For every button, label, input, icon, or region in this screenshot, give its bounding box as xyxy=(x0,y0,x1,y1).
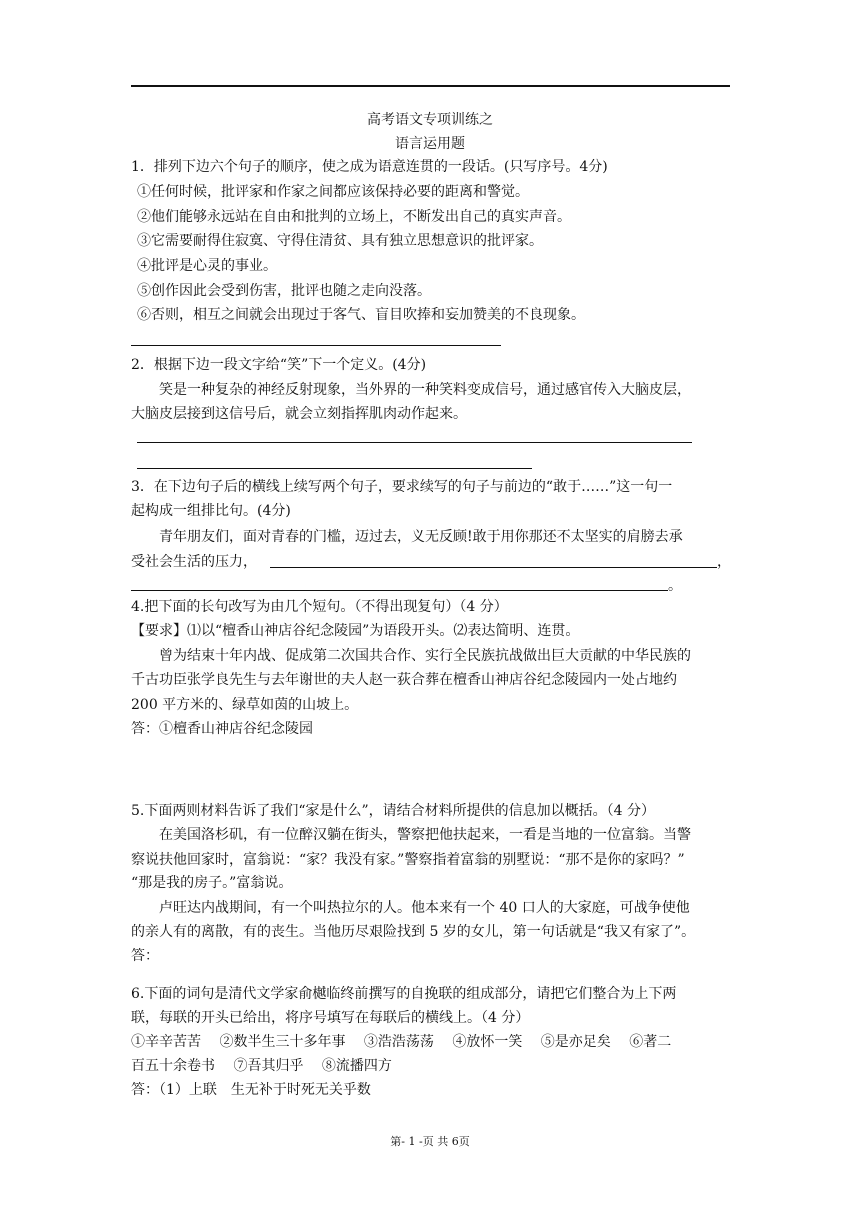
q3-passage-line: 青年朋友们，面对青春的门槛，迈过去，义无反顾!敢于用你那还不太坚实的肩膀去承 xyxy=(159,529,683,545)
page-title: 高考语文专项训练之 xyxy=(367,112,493,128)
q4-answer: 答：①檀香山神店谷纪念陵园 xyxy=(131,721,313,737)
q3-answer-line[interactable] xyxy=(270,567,717,568)
q6-items: ①辛辛苦苦 ②数半生三十多年事 ③浩浩荡荡 ④放怀一笑 ⑤是亦足矣 ⑥著二 xyxy=(131,1034,672,1050)
q6-prompt: 联，每联的开头已给出，将序号填写在每联后的横线上。（4 分） xyxy=(131,1010,530,1026)
q2-passage-line: 笑是一种复杂的神经反射现象，当外界的一种笑料变成信号，通过感官传入大脑皮层， xyxy=(159,382,691,398)
q5-answer: 答： xyxy=(131,948,159,964)
q2-answer-line[interactable] xyxy=(137,468,532,469)
q2-answer-line[interactable] xyxy=(137,442,692,443)
q5-passage-line: 的亲人有的离散，有的丧生。当他历尽艰险找到 5 岁的女儿，第一句话就是“我又有家了”。 xyxy=(131,924,696,940)
q5-passage-line: 卢旺达内战期间，有一个叫热拉尔的人。他本来有一个 40 口人的大家庭，可战争使他 xyxy=(159,900,690,916)
q3-prompt: 3．在下边句子后的横线上续写两个句子，要求续写的句子与前边的“敢于……”这一句一 xyxy=(131,479,673,495)
q6-items: 百五十余卷书 ⑦吾其归乎 ⑧流播四方 xyxy=(131,1058,392,1074)
q4-passage-line: 千古功臣张学良先生与去年谢世的夫人赵一荻合葬在檀香山神店谷纪念陵园内一处占地约 xyxy=(131,672,677,688)
q1-prompt: 1．排列下边六个句子的顺序，使之成为语意连贯的一段话。(只写序号。4分) xyxy=(131,159,608,175)
q1-item: ②他们能够永远站在自由和批判的立场上，不断发出自己的真实声音。 xyxy=(137,209,571,225)
q3-answer-line[interactable] xyxy=(131,590,668,591)
q2-prompt: 2．根据下边一段文字给“笑”下一个定义。(4分) xyxy=(131,357,427,373)
q4-passage-line: 曾为结束十年内战、促成第二次国共合作、实行全民族抗战做出巨大贡献的中华民族的 xyxy=(159,648,691,664)
q1-item: ①任何时候，批评家和作家之间都应该保持必要的距离和警觉。 xyxy=(137,184,529,200)
q5-passage-line: 察说扶他回家时，富翁说：“家？我没有家。”警察指着富翁的别墅说：“那不是你的家吗？” xyxy=(131,852,685,868)
page-subtitle: 语言运用题 xyxy=(395,136,465,152)
q1-item: ④批评是心灵的事业。 xyxy=(137,258,277,274)
q1-item: ⑤创作因此会受到伤害，批评也随之走向没落。 xyxy=(137,283,431,299)
q4-requirement: 【要求】⑴以“檀香山神店谷纪念陵园”为语段开头。⑵表达简明、连贯。 xyxy=(131,623,580,639)
q5-prompt: 5.下面两则材料告诉了我们“家是什么”，请结合材料所提供的信息加以概括。（4 分） xyxy=(131,803,656,819)
q4-passage-line: 200 平方米的、绿草如茵的山坡上。 xyxy=(131,697,359,713)
q3-prompt: 起构成一组排比句。(4分) xyxy=(131,503,291,519)
q6-prompt: 6.下面的词句是清代文学家俞樾临终前撰写的自挽联的组成部分，请把它们整合为上下两 xyxy=(131,986,677,1002)
q2-passage-line: 大脑皮层接到这信号后，就会立刻指挥肌肉动作起来。 xyxy=(131,406,467,422)
q3-period: 。 xyxy=(668,578,682,594)
q6-answer: 答：（1）上联 生无补于时死无关乎数 xyxy=(131,1082,371,1098)
q1-item: ③它需要耐得住寂寞、守得住清贫、具有独立思想意识的批评家。 xyxy=(137,233,543,249)
q5-passage-line: 在美国洛杉矶，有一位醉汉躺在街头，警察把他扶起来，一看是当地的一位富翁。当警 xyxy=(159,827,691,843)
page-footer: 第- 1 -页 共 6页 xyxy=(390,1135,470,1148)
header-rule xyxy=(131,85,730,87)
q5-passage-line: “那是我的房子。”富翁说。 xyxy=(131,875,293,891)
q1-answer-line[interactable] xyxy=(131,345,501,346)
q4-prompt: 4.把下面的长句改写为由几个短句。（不得出现复句）（4 分） xyxy=(131,599,508,615)
q3-passage-line: 受社会生活的压力， xyxy=(131,554,257,570)
q3-comma: ， xyxy=(717,554,731,570)
q1-item: ⑥否则，相互之间就会出现过于客气、盲目吹捧和妄加赞美的不良现象。 xyxy=(137,307,585,323)
